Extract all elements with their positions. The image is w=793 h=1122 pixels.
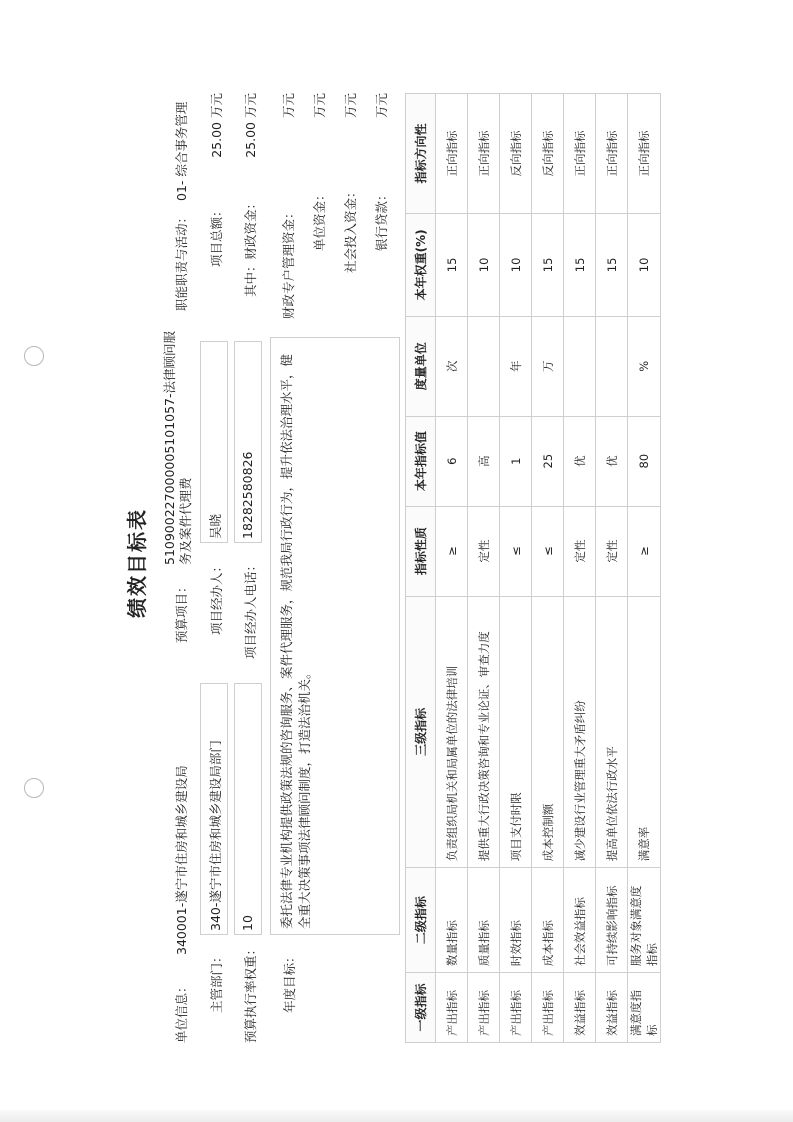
cell-level1: 产出指标 xyxy=(500,973,532,1043)
table-row xyxy=(500,94,532,1043)
col-header-target: 本年指标值 xyxy=(406,416,436,506)
handler-value: 吴晓 xyxy=(208,513,223,539)
handler-box xyxy=(200,341,228,543)
col-header-level1: 一级指标 xyxy=(406,973,436,1043)
unit-fund-value: 万元 xyxy=(312,93,327,119)
duty-activity-label: 职能职责与活动： xyxy=(174,210,189,311)
cell-level3: 负责组织局机关和局属单位的法律培训 xyxy=(436,596,468,868)
social-fund-value: 万元 xyxy=(343,93,358,119)
cell-nature: ≥ xyxy=(436,506,468,596)
indicator-table xyxy=(405,93,661,1043)
cell-direction: 反向指标 xyxy=(500,94,532,214)
cell-nature: 定性 xyxy=(596,506,628,596)
cell-target: 高 xyxy=(468,416,500,506)
duty-activity-value: 01- 综合事务管理 xyxy=(174,101,189,201)
cell-level3: 提供重大行政决策咨询和专业论证、审查力度 xyxy=(468,596,500,868)
cell-direction: 反向指标 xyxy=(532,94,564,214)
cell-unit: % xyxy=(628,316,661,416)
cell-level1: 满意度指标 xyxy=(628,973,661,1043)
cell-level1: 产出指标 xyxy=(468,973,500,1043)
col-header-level3: 三级指标 xyxy=(406,596,436,868)
annual-goal-label: 年度目标： xyxy=(282,950,297,1013)
cell-level2: 服务对象满意度指标 xyxy=(628,868,661,973)
unit-info-value: 340001-遂宁市住房和城乡建设局 xyxy=(174,765,189,955)
cell-unit xyxy=(596,316,628,416)
cell-nature: ≤ xyxy=(532,506,564,596)
fiscal-fund-value: 25.00 万元 xyxy=(243,93,258,158)
cell-direction: 正向指标 xyxy=(564,94,596,214)
cell-level1: 效益指标 xyxy=(596,973,628,1043)
punch-hole-bottom xyxy=(24,778,44,798)
cell-weight: 15 xyxy=(532,213,564,316)
cell-nature: 定性 xyxy=(564,506,596,596)
cell-unit xyxy=(468,316,500,416)
col-header-level2: 二级指标 xyxy=(406,868,436,973)
cell-weight: 15 xyxy=(596,213,628,316)
cell-target: 优 xyxy=(564,416,596,506)
bank-loan-value: 万元 xyxy=(374,93,389,119)
cell-direction: 正向指标 xyxy=(468,94,500,214)
col-header-weight: 本年权重(%) xyxy=(406,213,436,316)
cell-target: 1 xyxy=(500,416,532,506)
budget-project-value: 510900227000005101057-法律顾问服务及案件代理费 xyxy=(162,330,193,565)
table-row xyxy=(532,94,564,1043)
handler-label: 项目经办人： xyxy=(209,559,224,635)
cell-target: 80 xyxy=(628,416,661,506)
special-fund-value: 万元 xyxy=(281,93,296,119)
cell-level2: 社会效益指标 xyxy=(564,868,596,973)
cell-nature: ≤ xyxy=(500,506,532,596)
cell-weight: 10 xyxy=(468,213,500,316)
table-header-row xyxy=(406,94,436,1043)
cell-nature: 定性 xyxy=(468,506,500,596)
exec-rate-weight-value: 10 xyxy=(240,915,255,931)
exec-rate-weight-label: 预算执行率权重： xyxy=(243,942,258,1043)
bank-loan-label: 银行贷款： xyxy=(374,188,389,251)
total-amount-value: 25.00 万元 xyxy=(209,93,224,158)
cell-target: 6 xyxy=(436,416,468,506)
col-header-nature: 指标性质 xyxy=(406,506,436,596)
cell-level3: 提高单位依法行政水平 xyxy=(596,596,628,868)
cell-level3: 项目支付时限 xyxy=(500,596,532,868)
handler-phone-value: 18282580826 xyxy=(240,451,255,539)
cell-level2: 数量指标 xyxy=(436,868,468,973)
cell-level3: 减少建设行业管理重大矛盾纠纷 xyxy=(564,596,596,868)
cell-level1: 产出指标 xyxy=(532,973,564,1043)
cell-direction: 正向指标 xyxy=(596,94,628,214)
cell-unit xyxy=(564,316,596,416)
cell-level2: 可持续影响指标 xyxy=(596,868,628,973)
cell-target: 25 xyxy=(532,416,564,506)
cell-level2: 时效指标 xyxy=(500,868,532,973)
unit-fund-label: 单位资金： xyxy=(312,188,327,251)
cell-level2: 成本指标 xyxy=(532,868,564,973)
cell-weight: 10 xyxy=(628,213,661,316)
scan-edge-shadow xyxy=(0,1110,793,1122)
exec-rate-box xyxy=(234,683,262,935)
table-row xyxy=(628,94,661,1043)
cell-unit: 年 xyxy=(500,316,532,416)
handler-phone-label: 项目经办人电话： xyxy=(243,558,258,659)
performance-goal-sheet xyxy=(98,83,658,1043)
special-fund-label: 财政专户管理资金： xyxy=(281,206,296,319)
budget-project-label: 预算项目： xyxy=(174,580,189,643)
cell-level3: 满意率 xyxy=(628,596,661,868)
cell-weight: 10 xyxy=(500,213,532,316)
cell-weight: 15 xyxy=(436,213,468,316)
table-row xyxy=(596,94,628,1043)
table-row xyxy=(564,94,596,1043)
col-header-direction: 指标方向性 xyxy=(406,94,436,214)
cell-level1: 效益指标 xyxy=(564,973,596,1043)
social-fund-label: 社会投入资金： xyxy=(343,185,358,273)
fiscal-fund-label: 其中：财政资金： xyxy=(243,196,258,297)
annual-goal-value: 委托法律专业机构提供政策法规的咨询服务、案件代理服务，规范我局行政行为，提升依法治理水平，健全重大决策事项法律顾问制度，打造法治机关。 xyxy=(279,353,312,929)
cell-unit: 次 xyxy=(436,316,468,416)
page-title: 绩效目标表 xyxy=(125,508,149,618)
cell-level1: 产出指标 xyxy=(436,973,468,1043)
cell-weight: 15 xyxy=(564,213,596,316)
dept-label: 主管部门： xyxy=(209,950,224,1013)
cell-nature: ≥ xyxy=(628,506,661,596)
cell-level2: 质量指标 xyxy=(468,868,500,973)
table-row xyxy=(468,94,500,1043)
cell-unit: 万 xyxy=(532,316,564,416)
punch-hole-top xyxy=(24,346,44,366)
cell-direction: 正向指标 xyxy=(436,94,468,214)
table-row xyxy=(436,94,468,1043)
col-header-unit: 度量单位 xyxy=(406,316,436,416)
cell-direction: 正向指标 xyxy=(628,94,661,214)
cell-target: 优 xyxy=(596,416,628,506)
cell-level3: 成本控制额 xyxy=(532,596,564,868)
unit-info-label: 单位信息： xyxy=(174,980,189,1043)
dept-value: 340-遂宁市住房和城乡建设局部门 xyxy=(208,740,223,931)
total-amount-label: 项目总额： xyxy=(209,204,224,267)
